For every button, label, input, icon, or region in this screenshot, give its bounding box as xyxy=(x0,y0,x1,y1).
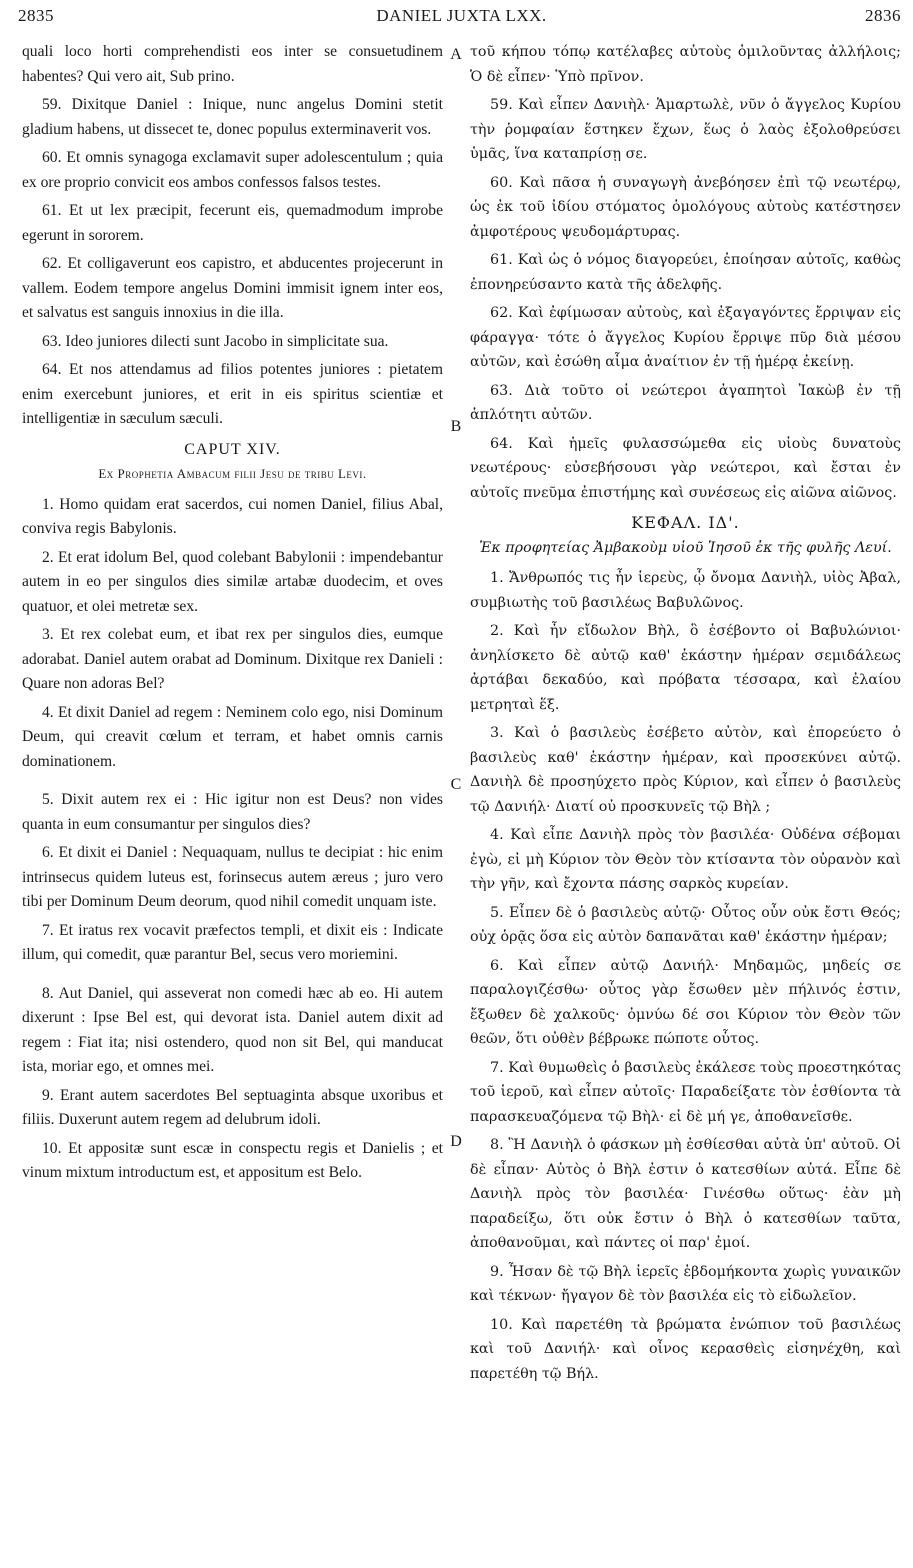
greek-verse-2: 2. Καὶ ἦν εἴδωλον Βὴλ, ὃ ἐσέβοντο οἱ Βαβυλώνιοι· ἀνηλίσκετο δὲ αὐτῷ καθ' ἑκάστην ἡμέραν σεμιδάλεως ἀρτάβαι δεκαδύο, καὶ πρόβατα τέσσαρα, καὶ ἐλαίου μετρηταὶ ἕξ. xyxy=(470,623,901,713)
running-title: DANIEL JUXTA LXX. xyxy=(376,6,547,25)
latin-verse-60: 60. Et omnis synagoga exclamavit super adolescentulum ; quia ex ore proprio convicit eos ambos confessos falsos testes. xyxy=(22,149,443,191)
greek-verse-61: 61. Καὶ ὡς ὁ νόμος διαγορεύει, ἐποίησαν αὐτοῖς, καθὼς ἐπονηρεύσαντο κατὰ τῆς ἀδελφῆς. xyxy=(470,252,901,293)
page-header xyxy=(18,4,905,34)
latin-verse-1: 1. Homo quidam erat sacerdos, cui nomen Daniel, filius Abal, conviva regis Babylonis. xyxy=(22,495,443,537)
greek-verse-3: 3. Καὶ ὁ βασιλεὺς ἐσέβετο αὐτὸν, καὶ ἐπορεύετο ὁ βασιλεὺς καθ' ἑκάστην ἡμέραν, καὶ προσεκύνει αὐτῷ. Δανιὴλ δὲ προσηύχετο πρὸς Κύριον, καὶ εἶπεν ὁ βασιλεὺς τῷ Δανιήλ· Διατί οὐ προσκυνεῖς τῷ Βὴλ ; xyxy=(470,725,901,815)
latin-verse-62: 62. Et colligaverunt eos capistro, et abducentes projecerunt in vallem. Eodem tempore angelus Domini immisit ignem inter eos, et salvatus est sanguis innoxius in die illa. xyxy=(22,255,443,321)
latin-verse-64: 64. Et nos attendamus ad filios potentes juniores : pietatem enim exercebunt juniores, et erit in eis spiritus scientiæ et intelligentiæ in sæculum sæculi. xyxy=(22,361,443,427)
latin-verse-8: 8. Aut Daniel, qui asseverat non comedi hæc ab eo. Hi autem dixerunt : Ipse Bel est, qui devorat ista. Daniel autem dixit ad regem : Fiat ita; nisi ostendero, quod non sit Bel, qui manducat ista, moriar ego, et omnes mei. xyxy=(22,984,443,1075)
greek-chapter-heading: ΚΕΦΑΛ. ΙΔ'. xyxy=(631,513,740,532)
latin-verse-7: 7. Et iratus rex vocavit præfectos templi, et dixit eis : Indicate illum, qui comedit, quæ parantur Bel, secus vero moriemini. xyxy=(22,921,443,963)
latin-verse-10: 10. Et appositæ sunt escæ in conspectu regis et Danielis ; et vinum mixtum introductum est, et appositum est Belo. xyxy=(22,1139,443,1181)
greek-chapter-subtitle: Ἐκ προφητείας Ἀμβακοὺμ υἱοῦ Ἰησοῦ ἐκ τῆς φυλῆς Λευί. xyxy=(479,539,892,556)
latin-chapter-subtitle: Ex Prophetia Ambacum filii Jesu de tribu Levi. xyxy=(98,466,367,481)
latin-verse-3: 3. Et rex colebat eum, et ibat rex per singulos dies, eumque adorabat. Daniel autem orabat ad Dominum. Dixitque rex Danieli : Quare non adoras Bel? xyxy=(22,626,443,692)
latin-verse-9: 9. Erant autem sacerdotes Bel septuaginta absque uxoribus et filiis. Duxerunt autem regem ad delubrum idoli. xyxy=(22,1086,443,1128)
greek-verse-63: 63. Διὰ τοῦτο οἱ νεώτεροι ἀγαπητοὶ Ἰακὼβ ἐν τῇ ἁπλότητι αὐτῶν. xyxy=(470,382,901,423)
greek-verse-7: 7. Καὶ θυμωθεὶς ὁ βασιλεὺς ἐκάλεσε τοὺς προεστηκότας τοῦ ἱεροῦ, καὶ εἶπεν αὐτοῖς· Παραδείξατε τὸν ἐσθίοντα τὰ παρασκευαζόμενα τῷ Βὴλ· εἰ δὲ μή γε, ἀποθανεῖσθε. xyxy=(470,1059,901,1125)
latin-verse-5: 5. Dixit autem rex ei : Hic igitur non est Deus? non vides quanta in eum consumantur per singulos dies? xyxy=(22,791,443,833)
greek-verse-1: 1. Ἄνθρωπός τις ἦν ἱερεὺς, ᾧ ὄνομα Δανιὴλ, υἱὸς Ἀβαλ, συμβιωτὴς τοῦ βασιλέως Βαβυλῶνος. xyxy=(470,570,901,611)
greek-verse-5: 5. Εἶπεν δὲ ὁ βασιλεὺς αὐτῷ· Οὗτος οὖν οὐκ ἔστι Θεός; οὐχ ὁρᾷς ὅσα εἰς αὐτὸν δαπανᾶται καθ' ἑκάστην ἡμέραν; xyxy=(470,904,901,945)
latin-column xyxy=(22,40,443,1190)
margin-marker-b: B xyxy=(450,418,462,435)
latin-paragraph: quali loco horti comprehendisti eos inter se consuetudinem habentes? Qui vero ait, Sub prino. xyxy=(22,43,443,85)
latin-verse-2: 2. Et erat idolum Bel, quod colebant Babylonii : impendebantur autem in eo per singulos dies similæ artabæ duodecim, et oves quatuor, et olei metretæ sex. xyxy=(22,548,443,615)
greek-verse-59: 59. Καὶ εἶπεν Δανιὴλ· Ἁμαρτωλὲ, νῦν ὁ ἄγγελος Κυρίου τὴν ῥομφαίαν ἕστηκεν ἔχων, ἕως ὁ λαὸς ἐξολοθρεύσει ὑμᾶς, ἵνα καταπρίσῃ σε. xyxy=(470,97,901,162)
latin-verse-61: 61. Et ut lex præcipit, fecerunt eis, quemadmodum improbe egerunt in sororem. xyxy=(22,202,443,244)
latin-chapter-heading: CAPUT XIV. xyxy=(184,440,281,458)
margin-marker-a: A xyxy=(450,46,462,63)
margin-marker-c: C xyxy=(450,776,462,793)
latin-verse-6: 6. Et dixit ei Daniel : Nequaquam, nullus te decipiat : hic enim intrinsecus quidem luteus est, forinsecus autem æreus ; juro vero tibi per Dominum Deum deorum, quod nihil comedit unquam iste. xyxy=(22,844,443,910)
page-number-right: 2836 xyxy=(865,6,901,25)
greek-verse-8: 8. Ἢ Δανιὴλ ὁ φάσκων μὴ ἐσθίεσθαι αὐτὰ ὑπ' αὐτοῦ. Οἱ δὲ εἶπαν· Αὐτὸς ὁ Βὴλ ἐστιν ὁ κατεσθίων αὐτά. Εἶπε δὲ Δανιὴλ πρὸς τὸν βασιλέα· Γινέσθω οὕτως· ἐὰν μὴ παραδείξω, ὅτι οὐκ ἔστιν ὁ Βὴλ ὁ κατεσθίων ταῦτα, ἀποθανοῦμαι, καὶ πάντες οἱ παρ' ἐμοί. xyxy=(470,1137,901,1251)
latin-verse-59: 59. Dixitque Daniel : Inique, nunc angelus Domini stetit gladium habens, ut dissecet te, donec populus exterminaverit vos. xyxy=(22,96,443,138)
greek-verse-64: 64. Καὶ ἡμεῖς φυλασσώμεθα εἰς υἱοὺς δυνατοὺς νεωτέρους· εὐσεβήσουσι γὰρ νεώτεροι, καὶ ἔσται ἐν αὐτοῖς πνεῦμα ἐπιστήμης καὶ συνέσεως εἰς αἰῶνα αἰῶνος. xyxy=(470,435,901,501)
greek-column xyxy=(470,40,901,1390)
latin-verse-4: 4. Et dixit Daniel ad regem : Neminem colo ego, nisi Dominum Deum, qui creavit cœlum et terram, et habet omnis carnis dominationem. xyxy=(22,703,443,770)
greek-paragraph: τοῦ κήπου τόπῳ κατέλαβες αὐτοὺς ὁμιλοῦντας ἀλλήλοις; Ὁ δὲ εἶπεν· Ὑπὸ πρῖνον. xyxy=(470,44,901,85)
greek-verse-62: 62. Καὶ ἐφίμωσαν αὐτοὺς, καὶ ἐξαγαγόντες ἔρριψαν εἰς φάραγγα· τότε ὁ ἄγγελος Κυρίου ἔρριψε πῦρ διὰ μέσου αὐτῶν, καὶ ἐσώθη αἷμα ἀναίτιον ἐν τῇ ἡμέρᾳ ἐκείνῃ. xyxy=(470,305,901,370)
greek-verse-9: 9. Ἦσαν δὲ τῷ Βὴλ ἱερεῖς ἑβδομήκοντα χωρὶς γυναικῶν καὶ τέκνων· ἤγαγον δὲ τὸν βασιλέα εἰς τὸ εἰδωλεῖον. xyxy=(470,1263,901,1304)
latin-verse-63: 63. Ideo juniores dilecti sunt Jacobo in simplicitate sua. xyxy=(42,332,389,350)
greek-verse-6: 6. Καὶ εἶπεν αὐτῷ Δανιήλ· Μηδαμῶς, μηδείς σε παραλογιζέσθω· οὗτος γὰρ ἔσωθεν μὲν πήλινός ἐστιν, ἔξωθεν δὲ χαλκοῦς· ὀμνύω δέ σοι Κύριον τὸν Θεὸν τῶν θεῶν, ὅτι οὐθὲν βέβρωκε πώποτε οὗτος. xyxy=(470,957,901,1047)
page-number-left: 2835 xyxy=(18,6,54,25)
greek-verse-4: 4. Καὶ εἶπε Δανιὴλ πρὸς τὸν βασιλέα· Οὐδένα σέβομαι ἐγὼ, εἰ μὴ Κύριον τὸν Θεὸν τὸν κτίσαντα τὸν οὐρανὸν καὶ τὴν γῆν, καὶ ἔχοντα πάσης σαρκὸς κυρείαν. xyxy=(470,827,901,892)
greek-verse-10: 10. Καὶ παρετέθη τὰ βρώματα ἐνώπιον τοῦ βασιλέως καὶ τοῦ Δανιήλ· καὶ οἶνος κερασθεὶς εἰσηνέχθη, καὶ παρετέθη τῷ Βήλ. xyxy=(470,1316,901,1382)
greek-verse-60: 60. Καὶ πᾶσα ἡ συναγωγὴ ἀνεβόησεν ἐπὶ τῷ νεωτέρῳ, ὡς ἐκ τοῦ ἰδίου στόματος ὁμολόγους αὐτοὺς κατέστησεν ἀμφοτέρους ψευδομάρτυρας. xyxy=(470,174,901,240)
margin-marker-d: D xyxy=(450,1133,462,1150)
